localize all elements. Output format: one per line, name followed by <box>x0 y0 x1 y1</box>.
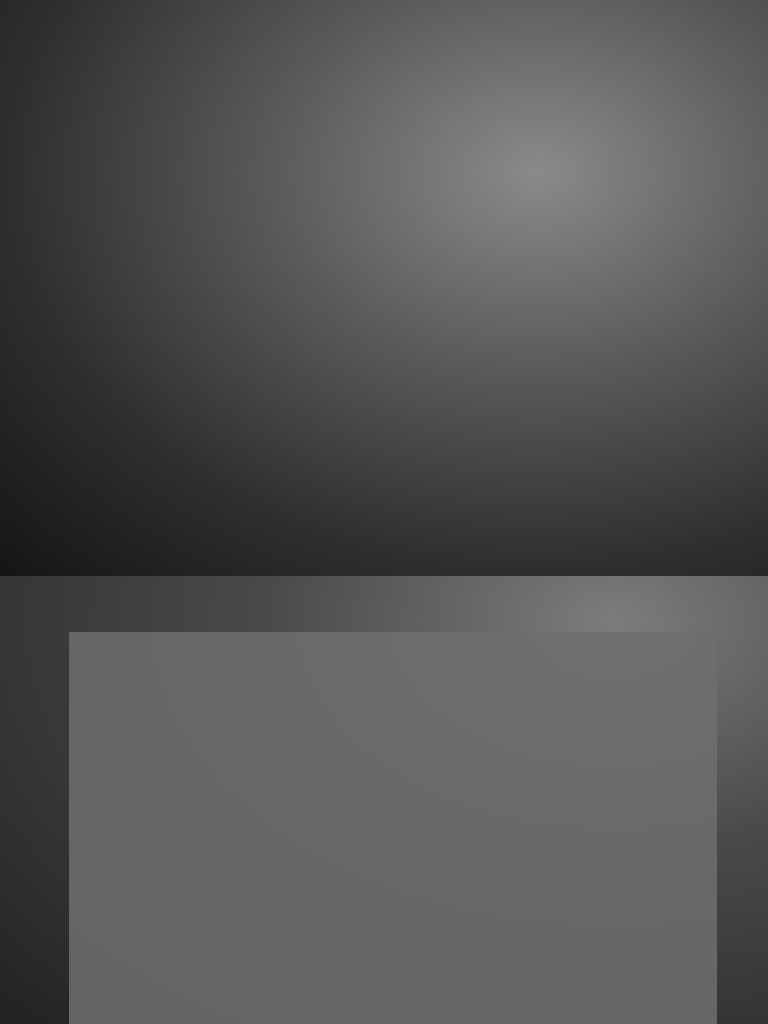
content-slide <box>0 576 768 1024</box>
slide-text-box <box>69 632 717 1024</box>
